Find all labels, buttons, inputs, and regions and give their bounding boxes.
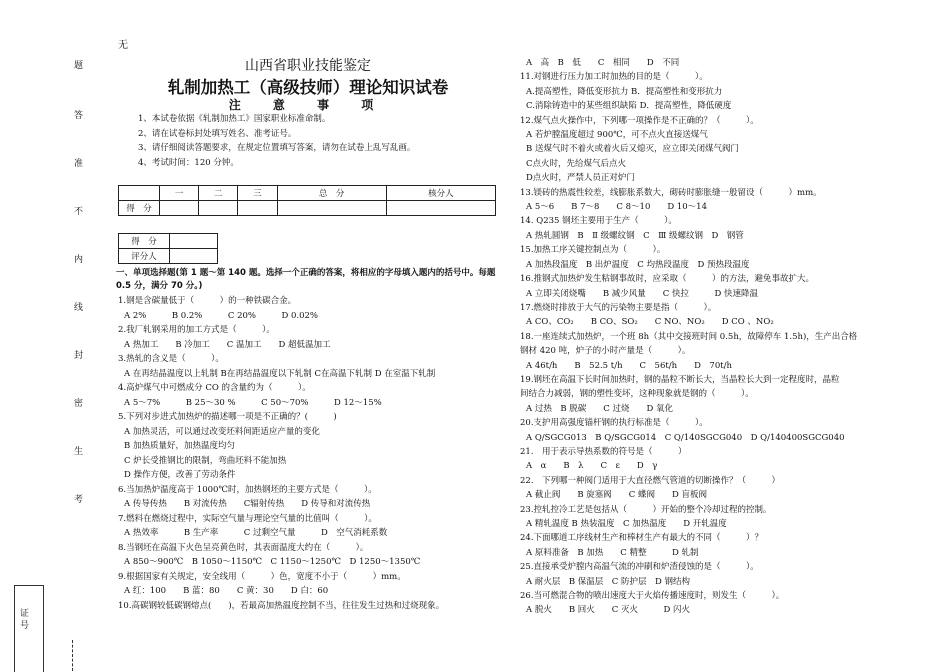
question-text: 26.当可燃混合物的喷出速度大于火焰传播速度时，则发生（ ）。 (520, 591, 785, 602)
answer-options: A 热加工 B 冷加工 C 温加工 D 超低温加工 (124, 339, 331, 350)
question-text: 17.燃烧时排放于大气的污染物主要是指（ ）。 (520, 302, 717, 313)
note-item: 3、请仔细阅读答题要求，在规定位置填写答案，请勿在试卷上乱写乱画。 (138, 143, 416, 153)
answer-options: A 2% B 0.2% C 20% D 0.02% (124, 310, 318, 321)
answer-options: A 850～900℃ B 1050～1150℃ C 1150～1250℃ D 1250～1350℃ (124, 557, 421, 567)
note-item: 4、考试时间：120 分钟。 (138, 157, 239, 168)
answer-options: A 红：100 B 蓝：80 C 黄：30 D 白：60 (124, 586, 329, 596)
question-text: 16.推钢式加热炉发生粘钢事故时，应采取（ ）的方法，避免事故扩大。 (520, 274, 815, 285)
question-text: 8.当钢坯在高温下火色呈亮黄色时，其表面温度大约在（ ）。 (118, 542, 369, 553)
question-text: 11.对钢进行压力加工时加热的目的是（ ）。 (520, 72, 708, 83)
grader-table (118, 233, 218, 264)
answer-options: A 过热 B 脱碳 C 过烧 D 氧化 (526, 403, 674, 414)
answer-options: A.提高塑性，降低变形抗力 B．提高塑性和变形抗力 (526, 86, 723, 97)
score-cell[interactable] (277, 201, 386, 216)
question-text: 19.钢坯在高温下长时间加热时，钢的晶粒不断长大，当晶粒长大到一定程度时，晶粒 (520, 374, 840, 385)
notes (138, 112, 415, 170)
answer-options: A 热效率 B 生产率 C 过剩空气量 D 空气消耗系数 (124, 528, 388, 538)
answer-options: A 立即关闭烧嘴 B 减少风量 C 快拉 D 快速降温 (526, 288, 759, 299)
answer-options: D 操作方便，改善了劳动条件 (124, 470, 236, 480)
question-text: 12.煤气点火操作中，下列哪一项操作是不正确的？（ ）。 (520, 115, 759, 126)
grader-label: 得 分 (119, 234, 170, 249)
margin-char: 考 (74, 495, 84, 505)
answer-options: A 加热灵活，可以通过改变坯料间距适应产量的变化 (124, 426, 320, 437)
answer-options: A 原料准备 B 加热 C 精整 D 轧制 (526, 547, 699, 558)
score-header: 核分人 (386, 186, 495, 201)
question-text: 20.支护用高强度锚杆钢的执行标准是（ ）。 (520, 418, 708, 429)
score-cell[interactable] (238, 201, 277, 216)
question-text: 7.燃料在燃烧过程中，实际空气量与理论空气量的比值叫（ ）。 (118, 513, 377, 524)
note-item: 1、本试卷依据《轧制加热工》国家职业标准命制。 (138, 114, 331, 124)
answer-options: D点火时，严禁人员正对炉门 (526, 173, 635, 184)
candidate-id-label: 证号 (20, 609, 30, 631)
grader-label: 评分人 (119, 249, 170, 264)
margin-char: 线 (74, 303, 84, 313)
exam-title: 轧制加热工（高级技师）理论知识试卷 (167, 78, 449, 97)
question-text: 24.下面哪道工序线材生产和棒材生产有最大的不同（ ）？ (520, 533, 764, 544)
answer-options: A 截止阀 B 旋塞阀 C 蝶阀 D 盲板阀 (526, 490, 708, 501)
margin-char: 密 (74, 399, 84, 409)
grader-cell[interactable] (170, 234, 218, 249)
answer-options: B 送煤气时不着火或着火后又熄灭，应立即关闭煤气阀门 (526, 144, 739, 155)
answer-options: A 若炉膛温度超过 900℃，可不点火直接送煤气 (526, 130, 708, 141)
note-item: 2、请在试卷标封处填写姓名、准考证号。 (138, 128, 297, 139)
score-header (119, 186, 160, 201)
answer-options: A 热轧圆钢 B Ⅱ 级螺纹钢 C Ⅲ 级螺纹钢 D 钢管 (526, 230, 744, 241)
score-header: 一 (160, 186, 199, 201)
question-text: 3.热轧的含义是（ ）。 (118, 354, 224, 364)
answer-options: A 脱火 B 回火 C 灭火 D 闪火 (526, 605, 691, 616)
question-text: 9.根据国家有关规定，安全线用（ ）色，宽度不小于（ ）mm。 (118, 571, 406, 582)
question-text: 15.加热工序关键控制点为（ ）。 (520, 245, 666, 256)
score-table (118, 185, 496, 216)
score-header: 三 (238, 186, 277, 201)
section-instructions: 一、单项选择题(第 1 题～第 140 题。选择一个正确的答案，将相应的字母填入题内的括号中。每题 0.5 分，满分 70 分。) (116, 268, 496, 291)
answer-options: C.消除铸造中的某些组织缺陷 D．提高塑性，降低硬度 (526, 101, 732, 112)
answer-options: B 加热质量好，加热温度均匀 (124, 441, 235, 451)
question-text: 1.钢是含碳量低于（ ）的一种铁碳合金。 (118, 296, 297, 306)
answer-options: A 精轧温度 B 热装温度 C 加热温度 D 开轧温度 (526, 519, 727, 529)
margin-char: 准 (74, 159, 84, 169)
notice-title: 注 意 事 项 (228, 98, 388, 112)
score-cell[interactable] (199, 201, 238, 216)
score-header: 总 分 (277, 186, 386, 201)
answer-options: A α B λ C ε D γ (526, 461, 658, 472)
corner-mark: 无 (118, 40, 128, 51)
margin-char: 封 (74, 351, 84, 361)
question-text: 钢材 420 吨，炉子的小时产量是（ ）。 (520, 346, 691, 357)
question-text: 间结合力减弱，钢的塑性变坏，这种现象就是钢的（ ）。 (520, 389, 754, 400)
answer-options: A 5～6 B 7～8 C 8～10 D 10～14 (526, 202, 707, 213)
answer-options: A 46t/h B 52.5 t/h C 56t/h D 70t/h (526, 360, 732, 371)
answer-options: A 高 B 低 C 相同 D 不同 (526, 58, 680, 68)
answer-options: C 炉长受推钢比的限制，弯曲坯料不能加热 (124, 455, 287, 466)
margin-char: 不 (74, 207, 84, 217)
answer-options: A Q/SGCG013 B Q/SGCG014 C Q/140SGCG040 D Q/140400SGCG040 (526, 432, 845, 443)
question-text: 22. 下列哪一种阀门适用于大直径燃气管道的切断操作？（ ） (520, 475, 781, 486)
margin-char: 内 (74, 255, 84, 265)
answer-options: A 传导传热 B 对流传热 C辐射传热 D 传导和对流传热 (124, 499, 371, 509)
answer-options: A 在再结晶温度以上轧制 B在再结晶温度以下轧制 C在高温下轧制 D 在室温下轧制 (124, 368, 436, 379)
answer-options: C点火时，先给煤气后点火 (526, 158, 627, 169)
answer-options: A 加热段温度 B 出炉温度 C 均热段温度 D 预热段温度 (526, 259, 750, 270)
score-cell[interactable] (386, 201, 495, 216)
margin-char: 生 (74, 447, 84, 457)
answer-options: A 耐火层 B 保温层 C 防护层 D 钢结构 (526, 576, 691, 587)
score-header: 二 (199, 186, 238, 201)
org-name: 山西省职业技能鉴定 (245, 58, 371, 74)
answer-options: A CO、CO₂ B CO、SO₂ C NO、NO₂ D CO 、NO₂ (526, 317, 774, 328)
score-cell[interactable] (160, 201, 199, 216)
question-text: 5.下列对步进式加热炉的描述哪一项是不正确的？( ) (118, 412, 337, 422)
question-text: 18.一座连续式加热炉，一个班 8h（其中交接班时间 0.5h，故障停车 1.5h)，生产出合格 (520, 331, 858, 342)
cut-line (72, 640, 83, 671)
grader-cell[interactable] (170, 249, 218, 264)
margin-char: 题 (74, 61, 84, 71)
score-row-label: 得 分 (119, 201, 160, 216)
question-text: 6.当加热炉温度高于 1000℃时，加热钢坯的主要方式是（ ）。 (118, 484, 377, 495)
question-text: 4.高炉煤气中可燃成分 CO 的含量约为（ ）。 (118, 383, 311, 393)
question-text: 2.我厂轧钢采用的加工方式是（ ）。 (118, 325, 275, 335)
right-column (520, 56, 940, 618)
answer-options: A 5～7% B 25～30 % C 50～70% D 12～15% (124, 397, 382, 408)
question-text: 23.控轧控冷工艺是包括从（ ）开始的整个冷却过程的控制。 (520, 504, 772, 515)
question-text: 21. 用于表示导热系数的符号是（ ） (520, 446, 687, 457)
margin-char: 答 (74, 111, 84, 121)
question-text: 10.高碳钢较低碳钢熔点( )，若最高加热温度控制不当，往往发生过热和过烧现象。 (118, 600, 445, 611)
question-text: 25.直接承受炉膛内高温气流的冲刷和炉渣侵蚀的是（ ）。 (520, 562, 759, 573)
question-text: 14. Q235 钢坯主要用于生产（ ）。 (520, 216, 677, 227)
left-questions (118, 294, 528, 613)
question-text: 13.镁砖的热震性较差，线膨胀系数大，砌砖时膨胀缝一般留设（ ）mm。 (520, 187, 822, 198)
